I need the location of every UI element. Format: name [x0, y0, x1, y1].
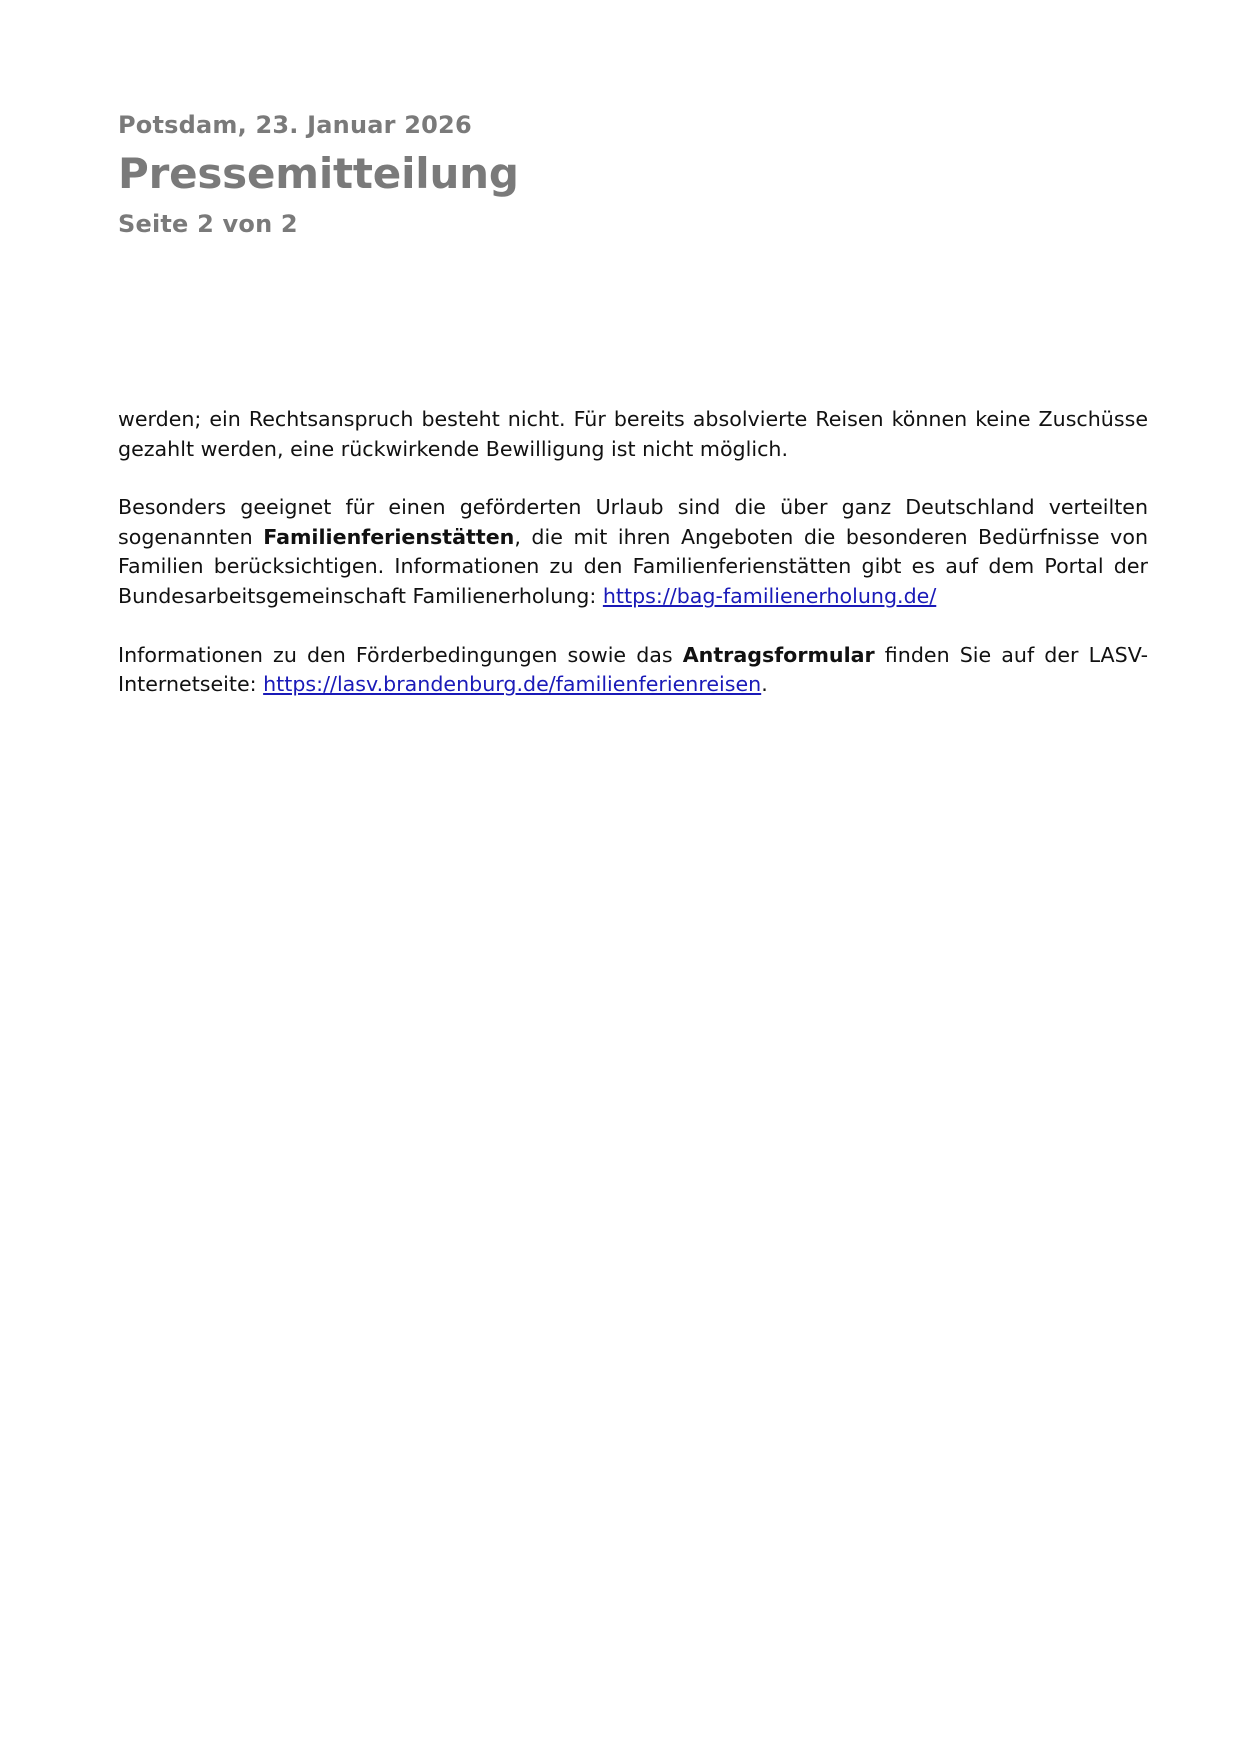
page-number: Seite 2 von 2	[118, 210, 298, 238]
paragraph-1	[118, 405, 1148, 464]
paragraph-2-bold-term: Familienferienstätten	[263, 524, 515, 549]
dateline: Potsdam, 23. Januar 2026	[118, 111, 472, 139]
press-header	[118, 104, 1118, 246]
paragraph-3-text-after: finden Sie auf der LASV-Internetseite:	[118, 642, 1149, 697]
press-body	[118, 405, 1148, 729]
paragraph-3-bold-term: Antragsformular	[682, 642, 875, 667]
page-title: Pressemitteilung	[118, 149, 519, 198]
bag-familienerholung-link[interactable]: https://bag-familienerholung.de/	[602, 583, 937, 608]
paragraph-2	[118, 493, 1148, 611]
paragraph-2-text-before: Besonders geeignet für einen geförderten Urlaub sind die über ganz Deutschland verteilten sogenannten	[118, 495, 1148, 549]
paragraph-3	[118, 641, 1148, 700]
paragraph-3-text-before: Informationen zu den Förderbedingungen sowie das	[118, 642, 683, 667]
lasv-familienferienreisen-link[interactable]: https://lasv.brandenburg.de/familienferienreisen	[263, 672, 762, 697]
paragraph-2-text-after: , die mit ihren Angeboten die besonderen Bedürfnisse von Familien berücksichtigen. Informationen zu den Familienferienstätten gibt es auf dem Portal der Bundesarbeitsgemeinschaft Familienerholung:	[118, 524, 1148, 608]
paragraph-1-text: werden; ein Rechtsanspruch besteht nicht. Für bereits absolvierte Reisen können keine Zuschüsse gezahlt werden, eine rückwirkende Bewilligung ist nicht möglich.	[118, 407, 1148, 461]
paragraph-3-end: .	[761, 672, 768, 697]
